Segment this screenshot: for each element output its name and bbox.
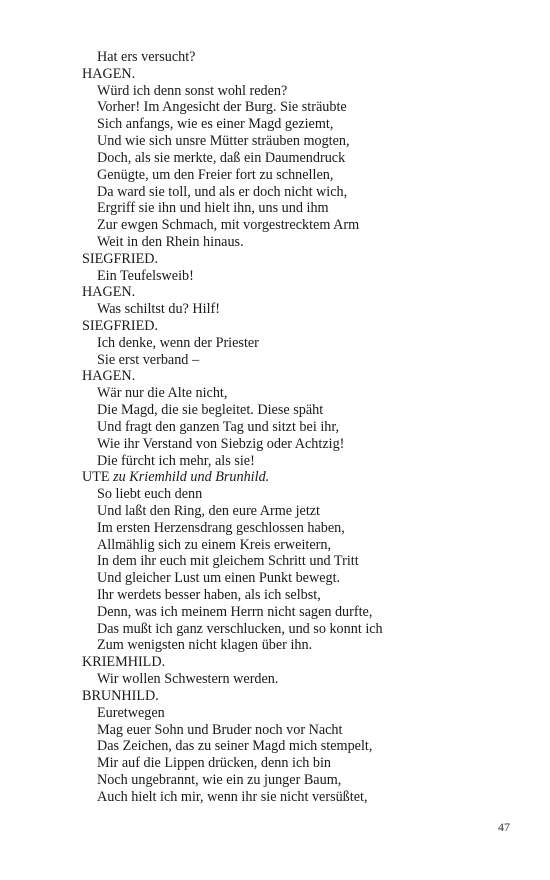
verse-text: Würd ich denn sonst wohl reden? <box>97 82 288 99</box>
verse-line <box>82 587 522 604</box>
speaker-label: BRUNHILD. <box>82 687 159 704</box>
verse-text: Ihr werdets besser haben, als ich selbst, <box>97 587 321 603</box>
verse-text: Wär nur die Alte nicht, <box>97 385 228 402</box>
verse-line <box>82 436 522 453</box>
verse-text: Hat ers versucht? <box>97 49 196 65</box>
speaker-name <box>82 469 522 486</box>
play-text <box>82 49 522 806</box>
verse-line <box>82 83 522 100</box>
verse-text: Ergriff sie ihn und hielt ihn, uns und ihm <box>97 200 329 217</box>
verse-line <box>82 167 522 184</box>
verse-line <box>82 789 522 806</box>
verse-text: Was schiltst du? Hilf! <box>97 301 220 318</box>
verse-text: Ein Teufelsweib! <box>97 267 194 284</box>
verse-line <box>82 335 522 352</box>
verse-line <box>82 570 522 587</box>
verse-text: Da ward sie toll, und als er doch nicht wich, <box>97 183 348 200</box>
verse-line <box>82 200 522 217</box>
verse-text: Im ersten Herzensdrang geschlossen haben, <box>97 519 345 536</box>
verse-text: Wie ihr Verstand von Siebzig oder Achtzig! <box>97 435 345 452</box>
verse-text: Die fürcht ich mehr, als sie! <box>97 452 255 469</box>
speaker-label: UTE <box>82 469 110 486</box>
verse-line <box>82 268 522 285</box>
verse-line <box>82 133 522 150</box>
stage-direction: zu Kriemhild und Brunhild. <box>113 469 270 486</box>
verse-line <box>82 301 522 318</box>
verse-text: Und fragt den ganzen Tag und sitzt bei ihr, <box>97 418 340 435</box>
verse-line <box>82 621 522 638</box>
verse-line <box>82 604 522 621</box>
verse-line <box>82 402 522 419</box>
verse-text: Und wie sich unsre Mütter sträuben mogten, <box>97 133 350 150</box>
speaker-label: HAGEN. <box>82 368 136 385</box>
verse-line <box>82 99 522 116</box>
verse-line <box>82 520 522 537</box>
verse-line <box>82 553 522 570</box>
speaker-name <box>82 251 522 268</box>
speaker-label: SIEGFRIED. <box>82 318 159 334</box>
verse-text: Noch ungebrannt, wie ein zu junger Baum, <box>97 771 342 788</box>
verse-text: So liebt euch denn <box>97 486 203 503</box>
verse-line <box>82 184 522 201</box>
verse-line <box>82 503 522 520</box>
verse-text: Weit in den Rhein hinaus. <box>97 233 244 250</box>
speaker-label: HAGEN. <box>82 65 136 82</box>
verse-text: Zum wenigsten nicht klagen über ihn. <box>97 637 313 654</box>
verse-text: Doch, als sie merkte, daß ein Daumendruck <box>97 149 346 166</box>
speaker-name <box>82 688 522 705</box>
verse-line <box>82 217 522 234</box>
verse-line <box>82 419 522 436</box>
speaker-name <box>82 318 522 335</box>
verse-text: Genügte, um den Freier fort zu schnellen, <box>97 166 334 183</box>
verse-line <box>82 234 522 251</box>
verse-text: Sich anfangs, wie es einer Magd geziemt, <box>97 116 334 133</box>
verse-text: Die Magd, die sie begleitet. Diese späht <box>97 402 324 419</box>
verse-text: Mir auf die Lippen drücken, denn ich bin <box>97 755 332 772</box>
verse-text: Mag euer Sohn und Bruder noch vor Nacht <box>97 721 343 738</box>
verse-line <box>82 537 522 554</box>
verse-text: Und gleicher Lust um einen Punkt bewegt. <box>97 570 341 587</box>
speaker-label: HAGEN. <box>82 284 136 301</box>
verse-text: Ich denke, wenn der Priester <box>97 334 259 351</box>
verse-text: Denn, was ich meinem Herrn nicht sagen durfte, <box>97 603 373 620</box>
verse-text: Allmählig sich zu einem Kreis erweitern, <box>97 536 332 553</box>
verse-line <box>82 722 522 739</box>
verse-text: In dem ihr euch mit gleichem Schritt und Tritt <box>97 553 359 570</box>
speaker-label: SIEGFRIED. <box>82 250 159 267</box>
speaker-name <box>82 284 522 301</box>
speaker-name <box>82 368 522 385</box>
page-number: 47 <box>498 820 510 834</box>
verse-line <box>82 352 522 369</box>
verse-line <box>82 755 522 772</box>
speaker-name <box>82 66 522 83</box>
verse-line <box>82 486 522 503</box>
verse-line <box>82 772 522 789</box>
verse-line <box>82 150 522 167</box>
verse-line <box>82 453 522 470</box>
verse-line <box>82 116 522 133</box>
verse-text: Wir wollen Schwestern werden. <box>97 671 279 688</box>
verse-text: Und laßt den Ring, den eure Arme jetzt <box>97 502 320 519</box>
speaker-label: KRIEMHILD. <box>82 654 166 671</box>
verse-line <box>82 637 522 654</box>
verse-line <box>82 738 522 755</box>
verse-text: Auch hielt ich mir, wenn ihr sie nicht versüßtet, <box>97 788 368 805</box>
verse-line <box>82 385 522 402</box>
verse-line <box>82 705 522 722</box>
speaker-name <box>82 654 522 671</box>
verse-text: Das Zeichen, das zu seiner Magd mich stempelt, <box>97 738 373 755</box>
verse-text: Das mußt ich ganz verschlucken, und so konnt ich <box>97 620 383 637</box>
verse-text: Sie erst verband – <box>97 351 200 368</box>
verse-line <box>82 49 522 66</box>
verse-text: Vorher! Im Angesicht der Burg. Sie sträubte <box>97 99 347 116</box>
verse-text: Zur ewgen Schmach, mit vorgestrecktem Arm <box>97 217 360 234</box>
verse-text: Euretwegen <box>97 704 165 721</box>
verse-line <box>82 671 522 688</box>
